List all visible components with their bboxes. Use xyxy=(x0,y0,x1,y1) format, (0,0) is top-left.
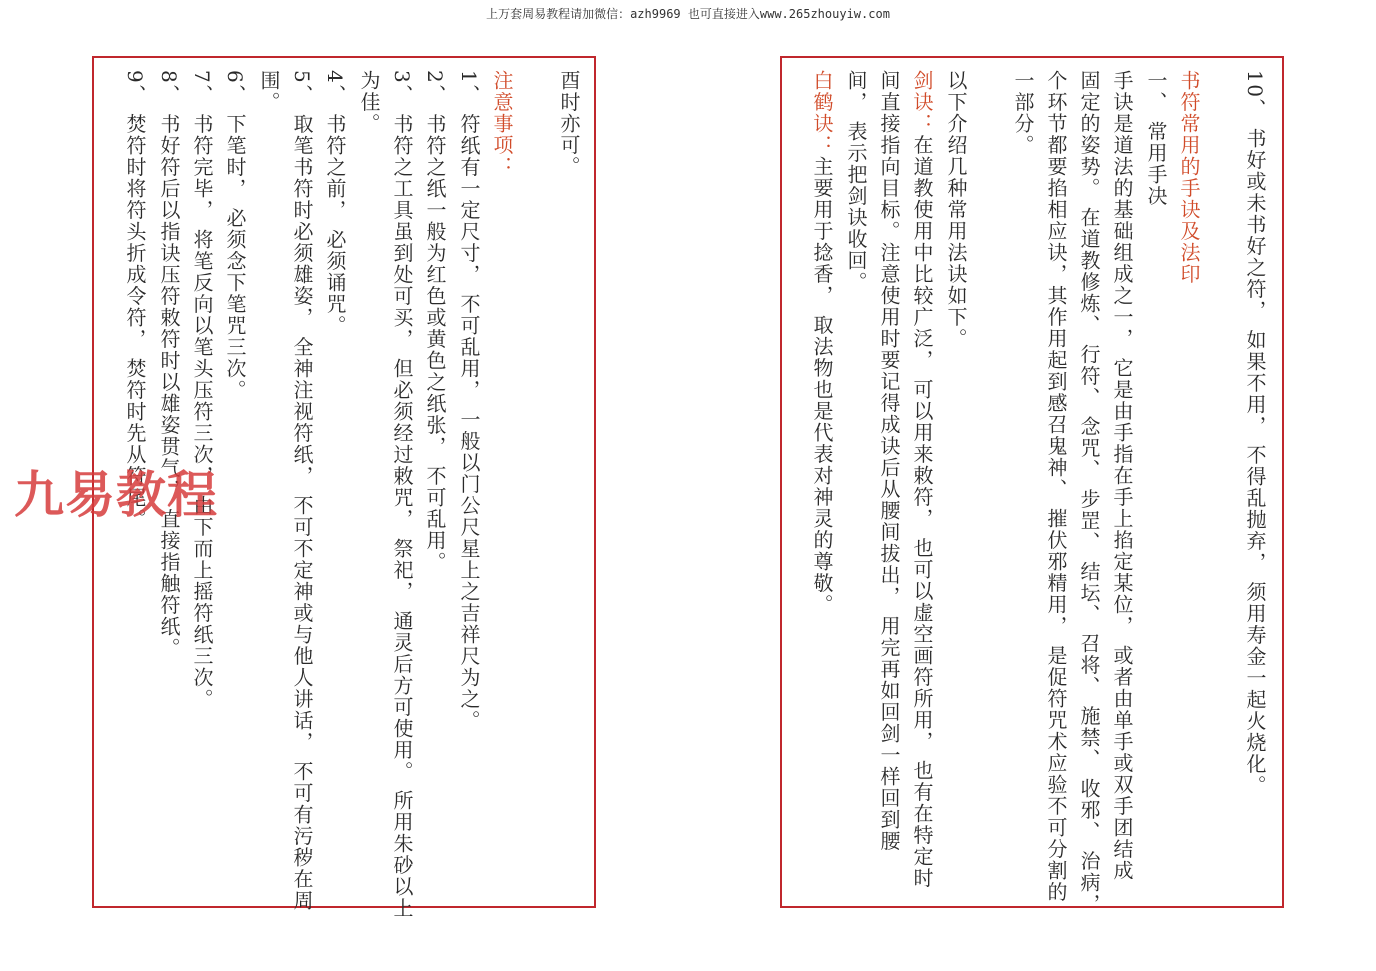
baihe-line xyxy=(807,70,837,615)
note-item-9: 9、 焚符时将符头折成令符， 焚符时先从符尾。 xyxy=(123,70,147,530)
intro-line: 以下介绍几种常用法诀如下。 xyxy=(944,70,968,350)
note-item-2: 2、 书符之纸一般为红色或黄色之纸张， 不可乱用。 xyxy=(423,70,447,573)
baihe-label: 白鹤诀： xyxy=(810,70,834,156)
note-item-8: 8、 书好符后以指诀压符敕符时以雄姿贯气， 直接指触符纸。 xyxy=(157,70,181,659)
jianjue-line-1 xyxy=(907,70,937,889)
paragraph-line: 个环节都要掐相应诀，其作用起到感召鬼神、 摧伏邪精用， 是促符咒术应验不可分割的 xyxy=(1044,70,1068,903)
page-header: 上万套周易教程请加微信：azh9969 也可直接进入www.265zhouyiw.com xyxy=(486,7,890,21)
paragraph-line: 固定的姿势。 在道教修炼、 行符、 念咒、 步罡、 结坛、 召将、 施禁、 收邪、 治病， xyxy=(1077,70,1101,915)
note-item-3: 3、 书符之工具虽到处可买， 但必须经过敕咒， 祭祀， 通灵后方可使用。 所用朱砂以上 xyxy=(390,70,414,920)
section-title: 书符常用的手诀及法印 xyxy=(1177,70,1201,285)
subsection-title: 一、 常用手决 xyxy=(1144,70,1168,207)
jianjue-line-2: 间直接指向目标。注意使用时要记得成诀后从腰间拔出， 用完再如回剑一样回到腰 xyxy=(877,70,901,852)
watermark-logo: 九易教程 xyxy=(14,466,218,524)
paragraph-line: 一部分。 xyxy=(1011,70,1035,156)
right-line-10: 10、 书好或未书好之符， 如果不用， 不得乱抛弃， 须用寿金一起火烧化。 xyxy=(1243,70,1267,797)
paragraph-line: 手诀是道法的基础组成之一， 它是由手指在手上掐定某位， 或者由单手或双手团结成 xyxy=(1110,70,1134,882)
left-line-top: 酉时亦可。 xyxy=(557,70,581,178)
note-item-5: 5、 取笔书符时必须雄姿， 全神注视符纸， 不可不定神或与他人讲话， 不可有污秽在周 xyxy=(290,70,314,912)
baihe-text: 主要用于捻香， 取法物也是代表对神灵的尊敬。 xyxy=(810,156,834,616)
note-item-1: 1、 符纸有一定尺寸， 不可乱用， 一般以门公尺星上之吉祥尺为之。 xyxy=(457,70,481,732)
jianjue-label: 剑诀： xyxy=(910,70,934,135)
notes-title: 注意事项： xyxy=(490,70,514,178)
note-item-3-cont: 为佳。 xyxy=(357,70,381,135)
note-item-4: 4、 书符之前， 必须诵咒。 xyxy=(323,70,347,337)
note-item-6: 6、 下笔时， 必须念下笔咒三次。 xyxy=(223,70,247,401)
note-item-5-cont: 围。 xyxy=(257,70,281,113)
note-item-7: 7、 书符完毕， 将笔反向以笔头压符三次， 由下而上摇符纸三次。 xyxy=(190,70,214,710)
jianjue-text: 在道教使用中比较广泛， 可以用来敕符， 也可以虚空画符所用， 也有在特定时 xyxy=(910,134,934,890)
jianjue-line-3: 间， 表示把剑诀收回。 xyxy=(844,70,868,293)
